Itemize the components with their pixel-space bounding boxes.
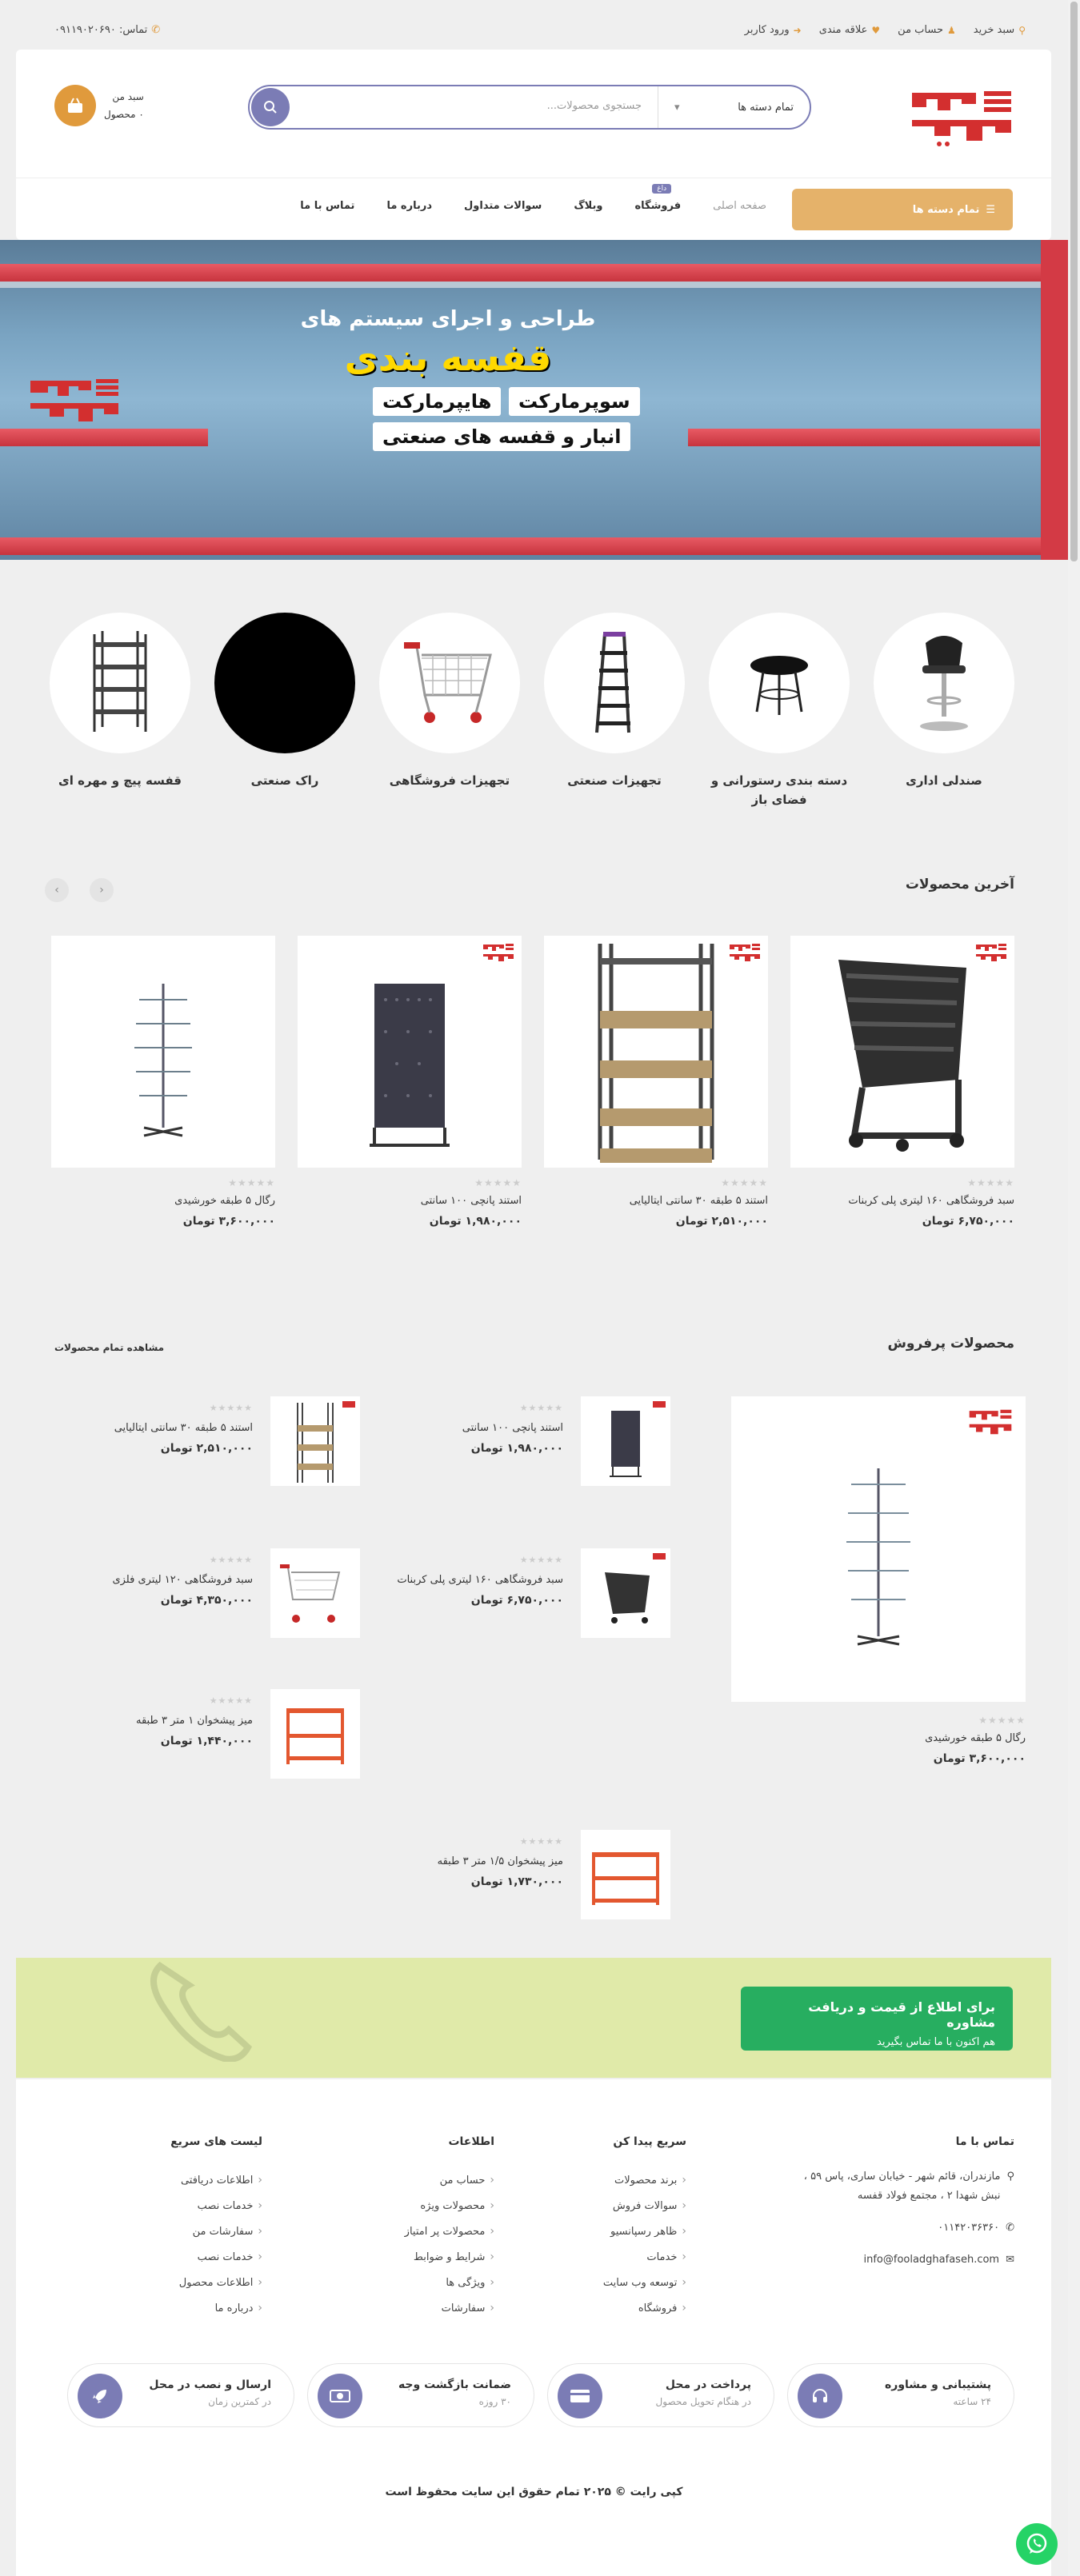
category-item[interactable] (544, 613, 685, 790)
rating-stars: ★★★★★ (519, 1555, 563, 1565)
scrollbar-thumb[interactable] (1070, 2, 1078, 561)
top-links (745, 24, 1026, 36)
product-image[interactable] (298, 936, 522, 1168)
rating-stars: ★★★★★ (209, 1403, 253, 1413)
footer-link[interactable]: ‹ خدمات نصب (170, 2193, 262, 2219)
product-price: ۳,۶۰۰,۰۰۰ تومان (933, 1752, 1026, 1765)
bestseller-item[interactable] (72, 1548, 360, 1644)
rating-stars: ★★★★★ (519, 1836, 563, 1847)
top-link-cart[interactable]: ⚲ سبد خرید (973, 24, 1026, 36)
location-icon: ⚲ (1006, 2171, 1014, 2183)
latest-products-title: آخرین محصولات (905, 877, 1014, 893)
product-card[interactable] (298, 936, 522, 1228)
product-name[interactable]: میز پیشخوان ۱ متر ۳ طبقه (136, 1715, 253, 1727)
search-bar (248, 85, 811, 130)
footer (16, 2079, 1051, 2576)
footer-link[interactable]: ‹ خدمات نصب (170, 2244, 262, 2270)
rating-stars: ★★★★★ (474, 1177, 522, 1188)
main-menu (300, 185, 766, 212)
product-card[interactable] (544, 936, 768, 1228)
top-link-wishlist[interactable]: ♥ علاقه مندی (818, 24, 881, 36)
footer-link[interactable]: ‹ ویژگی ها (405, 2270, 494, 2295)
menu-item-shop[interactable]: داغ فروشگاه (634, 185, 682, 212)
category-item[interactable] (709, 613, 850, 809)
footer-contact (782, 2135, 1014, 2282)
rating-stars: ★★★★★ (209, 1555, 253, 1565)
product-price: ۱,۷۳۰,۰۰۰ تومان (470, 1875, 563, 1888)
bestseller-item[interactable] (72, 1689, 360, 1785)
product-price: ۱,۹۸۰,۰۰۰ تومان (429, 1215, 522, 1228)
footer-link[interactable]: ‹ خدمات (603, 2244, 686, 2270)
feature-delivery: ارسال و نصب در محل در کمترین زمان (67, 2363, 294, 2427)
product-name[interactable]: استند ۵ طبقه ۳۰ سانتی ایتالیایی (629, 1195, 768, 1207)
footer-link[interactable]: ‹ محصولات پر امتیاز (405, 2219, 494, 2244)
bestseller-item[interactable] (72, 1396, 360, 1492)
basket-icon (54, 85, 96, 126)
site-logo[interactable] (907, 85, 1014, 149)
bestsellers-title: محصولات پرفروش (887, 1336, 1014, 1352)
product-price: ۴,۳۵۰,۰۰۰ تومان (160, 1594, 253, 1607)
footer-link[interactable]: ‹ سفارشات من (170, 2219, 262, 2244)
carousel-arrows (45, 878, 114, 902)
product-name[interactable]: سبد فروشگاهی ۱۶۰ لیتری پلی کربنات (848, 1195, 1014, 1207)
mini-cart[interactable] (54, 85, 144, 126)
chevron-left-icon[interactable]: ‹ (90, 878, 114, 902)
category-item[interactable] (874, 613, 1014, 790)
rating-stars: ★★★★★ (978, 1715, 1026, 1726)
product-name[interactable]: سبد فروشگاهی ۱۶۰ لیتری پلی کربنات (397, 1574, 563, 1586)
category-carousel (54, 613, 1014, 821)
bestseller-item[interactable] (382, 1548, 670, 1644)
banner-logo (27, 376, 123, 424)
banner-shelf (0, 537, 1068, 555)
footer-address: مازندران، قائم شهر - خیابان ساری، پاس ۵۹ ، نبش شهدا ۲ ، مجتمع فولاد قفسه (803, 2171, 1001, 2202)
black-circle (214, 613, 355, 753)
product-image[interactable] (790, 936, 1014, 1168)
product-card[interactable] (790, 936, 1014, 1228)
menu-item-contact[interactable]: تماس با ما (300, 200, 355, 212)
footer-heading: اطلاعات (448, 2135, 494, 2148)
phone-icon: ✆ (1006, 2222, 1014, 2234)
footer-quick-links (603, 2135, 686, 2321)
phone-icon: ✆ (151, 24, 161, 36)
footer-link[interactable]: ‹ محصولات ویژه (405, 2193, 494, 2219)
menu-icon: ☰ (986, 203, 995, 216)
product-logo (974, 942, 1008, 963)
category-name: راک صنعتی (250, 773, 319, 788)
menu-item-home[interactable]: صفحه اصلی (713, 200, 766, 212)
banner-red-column (1041, 240, 1068, 560)
product-price: ۶,۷۵۰,۰۰۰ تومان (922, 1215, 1014, 1228)
all-categories-button[interactable]: ☰ تمام دسته ها (792, 189, 1013, 230)
footer-link[interactable]: ‹ فروشگاه (603, 2295, 686, 2321)
featured-product-info (731, 1715, 1026, 1765)
product-thumb[interactable] (581, 1548, 670, 1638)
footer-link[interactable]: ‹ شرایط و ضوابط (405, 2244, 494, 2270)
product-name[interactable]: رگال ۵ طبقه خورشیدی (925, 1732, 1026, 1744)
headset-icon (798, 2374, 842, 2418)
menu-item-about[interactable]: درباره ما (386, 200, 432, 212)
product-thumb[interactable] (581, 1396, 670, 1486)
cart-count: ۰ محصول (104, 109, 144, 120)
bestseller-item[interactable] (382, 1830, 670, 1926)
menu-item-faq[interactable]: سوالات متداول (464, 200, 542, 212)
banner-line2: قفسه بندی (344, 336, 552, 379)
banner-tag: سوپرمارکت (509, 387, 640, 416)
product-image[interactable] (51, 936, 275, 1168)
product-price: ۲,۵۱۰,۰۰۰ تومان (160, 1442, 253, 1455)
heart-icon: ♥ (871, 24, 881, 36)
product-name[interactable]: میز پیشخوان ۱/۵ متر ۳ طبقه (437, 1855, 563, 1867)
stool-icon (874, 613, 1014, 753)
email-icon: ✉ (1006, 2254, 1014, 2266)
product-name[interactable]: رگال ۵ طبقه خورشیدی (174, 1195, 275, 1207)
bestseller-item[interactable] (382, 1396, 670, 1492)
feature-refund: ضمانت بازگشت وجه ۳۰ روزه (307, 2363, 534, 2427)
category-name: تجهیزات صنعتی (567, 773, 662, 788)
money-icon (318, 2374, 362, 2418)
product-thumb[interactable] (270, 1548, 360, 1638)
cart-label: سبد من (112, 91, 144, 102)
product-name[interactable]: سبد فروشگاهی ۱۲۰ لیتری فلزی (112, 1574, 253, 1586)
banner-line1: طراحی و اجرای سیستم های (300, 307, 596, 331)
category-name: قفسه پیچ و مهره ای (58, 773, 182, 788)
product-logo (728, 942, 762, 963)
product-name[interactable]: استند پانچی ۱۰۰ سانتی (462, 1422, 563, 1434)
table-icon (709, 613, 850, 753)
footer-phone[interactable]: ۰۱۱۴۲۰۳۶۳۶۰ (938, 2222, 1000, 2234)
featured-product-image[interactable] (731, 1396, 1026, 1702)
feature-support: پشتیبانی و مشاوره ۲۴ ساعته (787, 2363, 1014, 2427)
banner-shelf (0, 264, 1068, 282)
rating-stars: ★★★★★ (967, 1177, 1014, 1188)
banner-tag: هایپرمارکت (373, 387, 501, 416)
whatsapp-icon (1025, 2532, 1049, 2556)
rating-stars: ★★★★★ (519, 1403, 563, 1413)
footer-link[interactable]: ‹ اطلاعات دریافتی (170, 2167, 262, 2193)
footer-heading: تماس با ما (955, 2135, 1014, 2148)
chevron-right-icon[interactable]: › (45, 878, 69, 902)
rocket-icon (78, 2374, 122, 2418)
consult-button[interactable]: برای اطلاع از قیمت و دریافت مشاوره هم اکنون با ما تماس بگیرید (741, 1987, 1013, 2051)
feature-cod: پرداخت در محل در هنگام تحویل محصول (547, 2363, 774, 2427)
footer-heading: لیست های سریع (170, 2135, 262, 2148)
product-thumb[interactable] (270, 1689, 360, 1779)
category-item[interactable] (50, 613, 190, 790)
search-button[interactable] (251, 88, 290, 126)
category-name: تجهیزات فروشگاهی (389, 773, 510, 788)
product-name[interactable]: استند پانچی ۱۰۰ سانتی (420, 1195, 522, 1207)
footer-link[interactable]: ‹ سفارشات (405, 2295, 494, 2321)
footer-link[interactable]: ‹ سوالات فروش (603, 2193, 686, 2219)
category-item[interactable] (214, 613, 355, 790)
footer-link[interactable]: ‹ اطلاعات محصول (170, 2270, 262, 2295)
product-price: ۳,۶۰۰,۰۰۰ تومان (182, 1215, 275, 1228)
product-name[interactable]: استند ۵ طبقه ۳۰ سانتی ایتالیایی (114, 1422, 253, 1434)
product-thumb[interactable] (581, 1830, 670, 1919)
product-image[interactable] (544, 936, 768, 1168)
footer-email[interactable]: info@fooladghafaseh.com (863, 2254, 1000, 2266)
banner-tag: انبار و قفسه های صنعتی (373, 422, 630, 451)
product-thumb[interactable] (270, 1396, 360, 1486)
header (16, 50, 1051, 240)
banner-shelf (688, 429, 1040, 446)
search-input[interactable]: جستجوی محصولات... (546, 100, 642, 112)
product-price: ۱,۴۴۰,۰۰۰ تومان (160, 1735, 253, 1747)
rating-stars: ★★★★★ (209, 1695, 253, 1706)
footer-link[interactable]: ‹ ظاهر رسپانسیو (603, 2219, 686, 2244)
logo-graphic (907, 85, 1014, 149)
footer-link[interactable]: ‹ درباره ما (170, 2295, 262, 2321)
scrollbar[interactable] (1068, 0, 1080, 2576)
phone-icon (144, 1958, 264, 2062)
user-icon: ♟ (947, 24, 956, 36)
menu-item-blog[interactable]: وبلاگ (574, 200, 603, 212)
search-category-select[interactable]: تمام دسته ها ▾ (658, 86, 810, 128)
whatsapp-button[interactable] (1016, 2523, 1058, 2565)
hot-badge: داغ (652, 184, 671, 194)
top-bar (0, 0, 1080, 50)
product-logo (482, 942, 515, 963)
copyright: کپی رایت © ۲۰۲۵ تمام حقوق این سایت محفوظ است (385, 2486, 683, 2498)
footer-link[interactable]: ‹ حساب من (405, 2167, 494, 2193)
footer-quick-lists (170, 2135, 262, 2321)
product-price: ۶,۷۵۰,۰۰۰ تومان (470, 1594, 563, 1607)
card-icon (558, 2374, 602, 2418)
login-icon: ➜ (793, 24, 802, 36)
product-price: ۱,۹۸۰,۰۰۰ تومان (470, 1442, 563, 1455)
top-link-account[interactable]: ♟ حساب من (898, 24, 956, 36)
consult-banner (16, 1958, 1051, 2078)
category-item[interactable] (379, 613, 520, 790)
category-name: صندلی اداری (906, 773, 982, 788)
banner-shelf (0, 429, 208, 446)
footer-link[interactable]: ‹ برند محصولات (603, 2167, 686, 2193)
shelf-icon (50, 613, 190, 753)
hero-banner[interactable] (0, 240, 1068, 560)
ladder-icon (544, 613, 685, 753)
footer-info-links (405, 2135, 494, 2321)
footer-heading: سریع پیدا کن (613, 2135, 686, 2148)
category-name: دسته بندی رستورانی و فضای باز (710, 773, 848, 807)
rating-stars: ★★★★★ (721, 1177, 768, 1188)
search-icon (263, 100, 278, 114)
chevron-down-icon: ▾ (674, 101, 680, 114)
footer-link[interactable]: ‹ توسعه وب سایت (603, 2270, 686, 2295)
top-link-login[interactable]: ➜ ورود کاربر (744, 24, 802, 36)
product-price: ۲,۵۱۰,۰۰۰ تومان (675, 1215, 768, 1228)
rating-stars: ★★★★★ (228, 1177, 275, 1188)
location-icon: ⚲ (1018, 24, 1026, 36)
top-phone[interactable]: ✆ تماس: ۰۹۱۱۹۰۲۰۶۹۰ (54, 24, 161, 36)
banner-shelf-edge (0, 282, 1068, 288)
trolley-icon (379, 613, 520, 753)
product-logo (966, 1408, 1014, 1436)
view-all-products-link[interactable]: مشاهده تمام محصولات (54, 1342, 165, 1353)
product-card[interactable] (51, 936, 275, 1228)
